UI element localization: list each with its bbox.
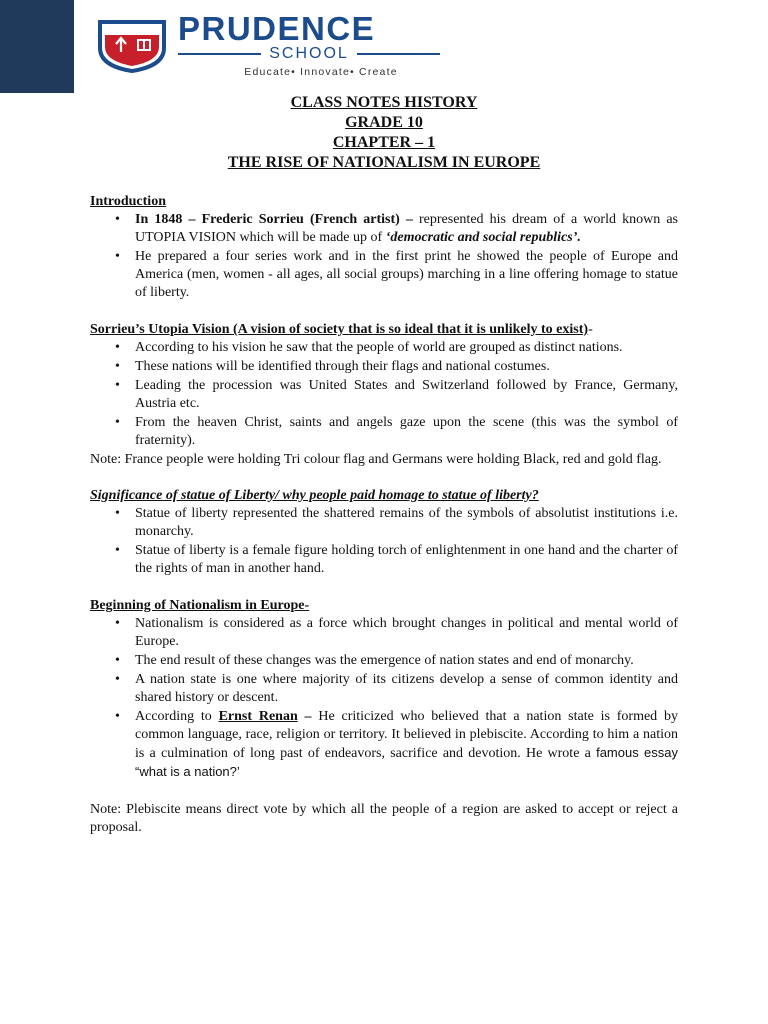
document-body (90, 93, 678, 837)
school-subtitle: SCHOOL (269, 45, 349, 62)
brand-rule-right (357, 53, 440, 55)
utopia-list (90, 339, 678, 450)
list-item: • These nations will be identified through their flags and national costumes. (90, 358, 678, 376)
liberty-list (90, 505, 678, 578)
shield-emblem-icon (94, 18, 170, 74)
heading-utopia: Sorrieu’s Utopia Vision (A vision of society that is so ideal that it is unlikely to exist)- (90, 322, 593, 337)
list-item: • Nationalism is considered as a force which brought changes in political and mental world of Europe. (90, 615, 678, 651)
intro-list (90, 211, 678, 302)
list-item: • From the heaven Christ, saints and angels gaze upon the scene (this was the symbol of fraternity). (90, 414, 678, 450)
list-item: • According to his vision he saw that the people of world are grouped as distinct nations. (90, 339, 678, 357)
heading-nationalism: Beginning of Nationalism in Europe- (90, 598, 310, 613)
heading-liberty: Significance of statue of Liberty/ why people paid homage to statue of liberty? (90, 488, 539, 503)
school-logo (94, 10, 444, 78)
list-item: • Statue of liberty represented the shattered remains of the symbols of absolutist institutions i.e. monarchy. (90, 505, 678, 541)
list-item: • He prepared a four series work and in the first print he showed the people of Europe and America (men, women - all ages, all social groups) marching in a line offering homage to statue of liberty. (90, 248, 678, 302)
title-chapter: CHAPTER – 1 (332, 134, 436, 151)
list-item: • Statue of liberty is a female figure holding torch of enlightenment in one hand and the charter of the rights of man in another hand. (90, 542, 678, 578)
title-block (90, 93, 678, 173)
school-name: PRUDENCE (178, 10, 376, 47)
corner-block (0, 0, 74, 93)
note-flags: Note: France people were holding Tri colour flag and Germans were holding Black, red and gold flag. (90, 452, 662, 467)
title-class-notes: CLASS NOTES HISTORY (290, 94, 478, 111)
list-item: • The end result of these changes was the emergence of nation states and end of monarchy. (90, 652, 678, 670)
school-tagline: Educate• Innovate• Create (244, 66, 398, 78)
note-plebiscite: Note: Plebiscite means direct vote by which all the people of a region are asked to accept or reject a proposal. (90, 802, 678, 835)
list-item: • A nation state is one where majority of its citizens develop a sense of common identity and shared history or descent. (90, 671, 678, 707)
heading-introduction: Introduction (90, 194, 166, 209)
brand-rule-left (178, 53, 261, 55)
title-chapter-name: THE RISE OF NATIONALISM IN EUROPE (227, 154, 541, 171)
title-grade: GRADE 10 (345, 114, 423, 131)
list-item: • In 1848 – Frederic Sorrieu (French artist) – represented his dream of a world known as UTOPIA VISION which will be made up of ‘democratic and social republics’. (90, 211, 678, 247)
list-item-renan: • According to Ernst Renan – He criticized who believed that a nation state is formed by common language, race, religion or territory. It believed in plebiscite. According to him a nation is a culmination of long past of endeavors, sacrifice and devotion. He wrote a famous essay “what is a nation?’ (90, 708, 678, 782)
nationalism-list (90, 615, 678, 782)
list-item: • Leading the procession was United States and Switzerland followed by France, Germany, Austria etc. (90, 377, 678, 413)
